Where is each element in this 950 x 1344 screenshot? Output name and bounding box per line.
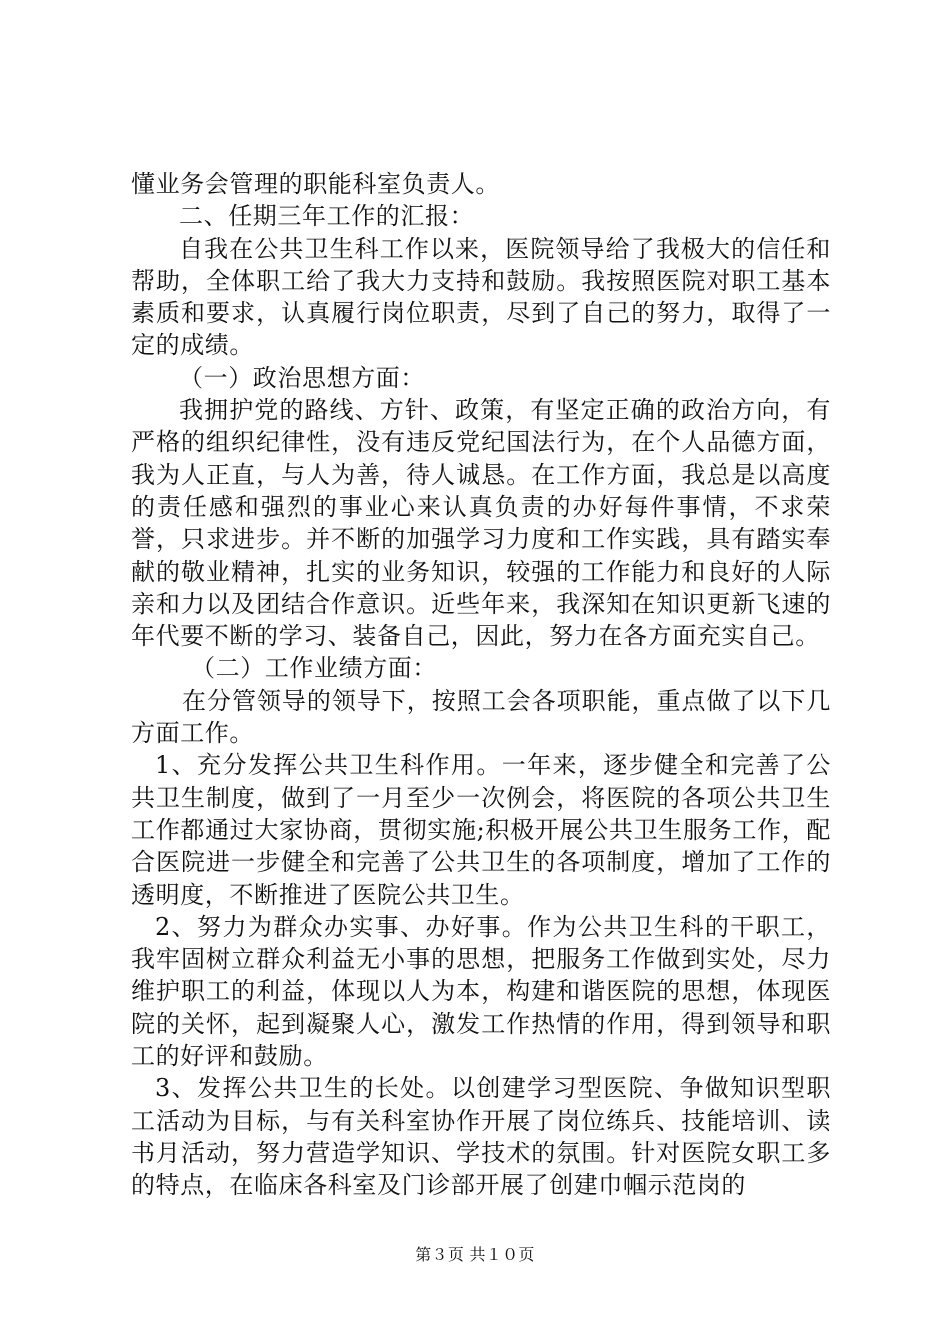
paragraph-performance-intro: 在分管领导的领导下，按照工会各项职能，重点做了以下几方面工作。: [131, 686, 831, 748]
document-body: [131, 168, 831, 1202]
list-item-3: 3、发挥公共卫生的长处。以创建学习型医院、争做知识型职工活动为目标，与有关科室协作开展了岗位练兵、技能培训、读书月活动，努力营造学知识、学技术的氛围。针对医院女职工多的特点，在临床各科室及门诊部开展了创建巾帼示范岗的: [131, 1074, 831, 1200]
section-heading-2: 二、任期三年工作的汇报：: [179, 202, 475, 231]
paragraph-intro: 自我在公共卫生科工作以来，医院领导给了我极大的信任和帮助，全体职工给了我大力支持和鼓励。我按照医院对职工基本素质和要求，认真履行岗位职责，尽到了自己的努力，取得了一定的成绩。: [131, 234, 831, 360]
list-item-1: 1、充分发挥公共卫生科作用。一年来，逐步健全和完善了公共卫生制度，做到了一月至少一次例会，将医院的各项公共卫生工作都通过大家协商，贯彻实施;积极开展公共卫生服务工作，配合医院进一步健全和完善了公共卫生的各项制度，增加了工作的透明度，不断推进了医院公共卫生。: [131, 751, 831, 909]
list-item-2: 2、努力为群众办实事、办好事。作为公共卫生科的干职工，我牢固树立群众利益无小事的思想，把服务工作做到实处，尽力维护职工的利益，体现以人为本，构建和谐医院的思想，体现医院的关怀，起到凝聚人心，激发工作热情的作用，得到领导和职工的好评和鼓励。: [131, 912, 831, 1071]
paragraph-political: 我拥护党的路线、方针、政策，有坚定正确的政治方向，有严格的组织纪律性，没有违反党纪国法行为，在个人品德方面，我为人正直，与人为善，待人诚恳。在工作方面，我总是以高度的责任感和强烈的事业心来认真负责的办好每件事情，不求荣誉，只求进步。并不断的加强学习力度和工作实践，具有踏实奉献的敬业精神，扎实的业务知识，较强的工作能力和良好的人际亲和力以及团结合作意识。近些年来，我深知在知识更新飞速的年代要不断的学习、装备自己，因此，努力在各方面充实自己。: [131, 396, 831, 651]
paragraph-continuation: 懂业务会管理的职能科室负责人。: [131, 170, 500, 198]
subsection-heading-political: （一）政治思想方面：: [179, 363, 425, 392]
subsection-heading-performance: （二）工作业绩方面：: [191, 654, 437, 683]
page-number-footer: 第３页 共１０页: [415, 1245, 535, 1264]
